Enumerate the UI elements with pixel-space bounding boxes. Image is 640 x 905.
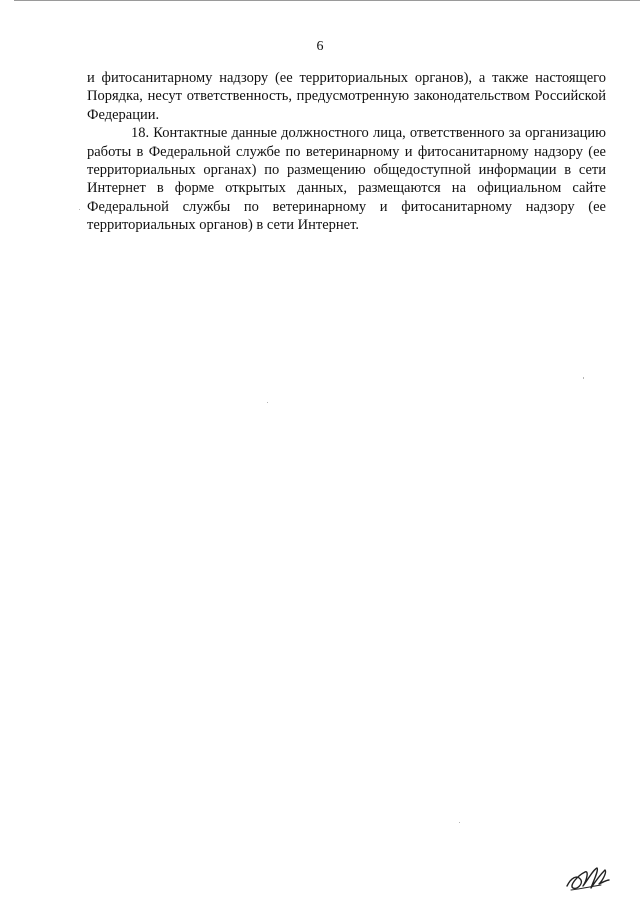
scan-top-edge	[14, 0, 640, 1]
body-text	[87, 69, 606, 235]
paragraph-continuation: и фитосанитарному надзору (ее территориальных органов), а также настоящего Порядка, несут ответственность, предусмотренную законодательством Российской Федерации.	[87, 70, 606, 123]
scan-speck	[79, 209, 80, 210]
signature-image	[563, 860, 611, 896]
scan-speck	[267, 402, 268, 403]
scan-speck	[583, 377, 584, 379]
page-number: 6	[316, 39, 324, 54]
scan-speck	[459, 822, 460, 823]
paragraph-18: 18. Контактные данные должностного лица, ответственного за организацию работы в Федеральной службе по ветеринарному и фитосанитарному надзору (ее территориальных органах) по размещению общедоступной информации в сети Интернет в форме открытых данных, размещаются на официальном сайте Федеральной службы по ветеринарному и фитосанитарному надзору (ее территориальных органов) в сети Интернет.	[87, 125, 606, 234]
